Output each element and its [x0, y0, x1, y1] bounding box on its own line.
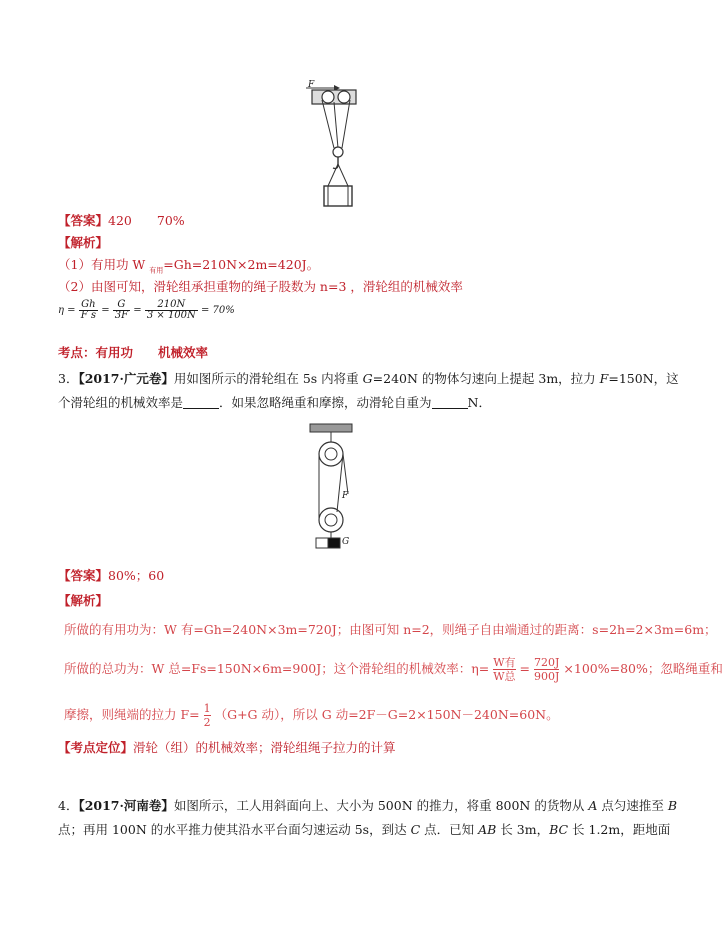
q4-source: 【2017·河南卷】	[78, 798, 174, 813]
q2-analysis-line2: （2）由图可知，滑轮组承担重物的绳子股数为 n=3 ，滑轮组的机械效率	[58, 279, 463, 294]
q3-analysis-line1: 所做的有用功为：W 有=Gh=240N×3m=720J；由图可知 n=2，则绳子自由端通过的距离：s=2h=2×3m=6m；	[64, 622, 717, 637]
q3-w-fraction	[493, 656, 515, 683]
value-720: 720J	[534, 656, 560, 669]
q3-blank-efficiency[interactable]	[183, 396, 219, 409]
half-num: 1	[203, 702, 211, 715]
sling-right	[338, 164, 348, 186]
q3-source: 【2017·广元卷】	[78, 371, 174, 386]
q3-a2-b: ×100%=80%；忽略绳重和	[563, 661, 723, 676]
q4-a-symbol: A	[588, 798, 598, 813]
q3-a3-a: 摩擦，则绳端的拉力 F=	[64, 707, 200, 722]
q3-number: 3．	[58, 371, 79, 386]
frac1-den: F s	[80, 310, 96, 321]
q3-g-symbol: G	[362, 371, 373, 386]
q3-blank-weight[interactable]	[432, 396, 468, 409]
frac2-num: G	[113, 300, 130, 311]
q3-value-fraction	[534, 656, 559, 683]
q3-analysis-line2	[64, 656, 723, 683]
frac3-num: 210N	[145, 300, 198, 311]
equals-2: =	[133, 305, 142, 316]
w-you: W有	[493, 656, 516, 669]
pulley-figure-2	[304, 424, 364, 552]
fig2-force-label: F	[342, 491, 349, 501]
half-den: 2	[203, 716, 211, 729]
q4-line2-d: 长 1.2m，距地面	[568, 822, 671, 837]
pulley-figure-1	[300, 78, 370, 210]
frac2-den: 3F	[114, 310, 129, 321]
q3-kaodian-text: 滑轮（组）的机械效率；滑轮组绳子拉力的计算	[133, 740, 396, 755]
q2-answer-value: 420 70%	[108, 213, 185, 228]
q3-a3-b: （G+G 动），所以 G 动=2F－G=2×150N－240N=60N。	[214, 707, 559, 722]
q3-a2-eq: =	[519, 661, 531, 676]
q3-analysis-tag: 【解析】	[58, 593, 109, 608]
q3-answer-value: 80%；60	[108, 568, 165, 583]
equals-1: =	[101, 305, 110, 316]
q3-line2-a: 个滑轮组的机械效率是	[58, 395, 184, 410]
load-block-2	[328, 538, 340, 548]
ceiling	[310, 424, 352, 432]
frac1-num: Gh	[79, 300, 98, 311]
q3-text-c: =150N，这	[608, 371, 679, 386]
fraction-values	[145, 300, 198, 321]
rope-3	[342, 100, 350, 148]
sling-left	[328, 164, 338, 186]
q4-b-symbol: B	[667, 798, 677, 813]
rope-2	[334, 102, 338, 148]
moving-pulley-hub	[325, 514, 337, 526]
moving-pulley	[333, 147, 343, 157]
fixed-pulley-hub	[325, 448, 337, 460]
q2-analysis-tag: 【解析】	[58, 235, 109, 250]
q3-question-line1	[58, 371, 679, 387]
q4-line2-c: 长 3m，	[496, 822, 550, 837]
fraction-gh-fs	[79, 300, 98, 321]
q4-bc-symbol: BC	[549, 822, 569, 837]
q3-text-b: =240N 的物体匀速向上提起 3m，拉力	[372, 371, 600, 386]
q2-analysis-line1	[58, 257, 319, 279]
fraction-g-3f	[113, 300, 130, 321]
rope-1	[322, 100, 334, 148]
q3-question-line2	[58, 395, 491, 411]
q3-f-symbol: F	[599, 371, 609, 386]
q3-analysis-line3	[64, 702, 559, 729]
q3-text-a: 用如图所示的滑轮组在 5s 内将重	[173, 371, 363, 386]
q2-answer-row	[58, 213, 185, 229]
q2-line1-sub: 有用	[149, 266, 164, 275]
q3-kaodian-tag: 【考点定位】	[58, 740, 134, 755]
q2-line1-prefix: （1）有用功 W	[58, 257, 150, 272]
q4-ab-symbol: AB	[478, 822, 497, 837]
value-900: 900J	[534, 670, 560, 683]
q4-line2-a: 点；再用 100N 的水平推力使其沿水平台面匀速运动 5s，到达	[58, 822, 411, 837]
q4-text-a: 如图所示，工人用斜面向上、大小为 500N 的推力，将重 800N 的货物从	[173, 798, 589, 813]
rope-free-end	[343, 454, 348, 494]
pulley-wheel-right	[338, 91, 350, 103]
q2-answer-tag: 【答案】	[58, 213, 109, 228]
q4-line2-b: 点．已知	[420, 822, 479, 837]
eta-symbol: η =	[58, 305, 76, 316]
q4-number: 4．	[58, 798, 79, 813]
fig2-weight-label: G	[342, 537, 350, 547]
q3-line2-c: N．	[467, 395, 491, 410]
q4-question-line2	[58, 822, 670, 838]
q4-text-b: 点匀速推至	[597, 798, 668, 813]
q3-kaodian-row	[58, 740, 396, 756]
q4-question-line1	[58, 798, 677, 814]
pulley-wheel-left	[322, 91, 334, 103]
q2-efficiency-formula	[58, 300, 235, 321]
q4-c-symbol: C	[410, 822, 421, 837]
load-white	[316, 538, 328, 548]
frac3-den: 3 × 100N	[146, 310, 196, 321]
result-70: = 70%	[200, 305, 235, 316]
q3-half-fraction	[204, 702, 211, 729]
q2-kaodian: 考点：有用功 机械效率	[58, 345, 209, 360]
q2-line1-rest: =Gh=210N×2m=420J。	[163, 257, 320, 272]
q3-line2-b: ．如果忽略绳重和摩擦，动滑轮自重为	[219, 395, 432, 410]
force-label: F	[308, 80, 315, 90]
q3-answer-row	[58, 568, 164, 584]
q3-answer-tag: 【答案】	[58, 568, 109, 583]
q3-a2-a: 所做的总功为：W 总=Fs=150N×6m=900J；这个滑轮组的机械效率：η=	[64, 661, 490, 676]
w-zong: W总	[493, 670, 516, 683]
